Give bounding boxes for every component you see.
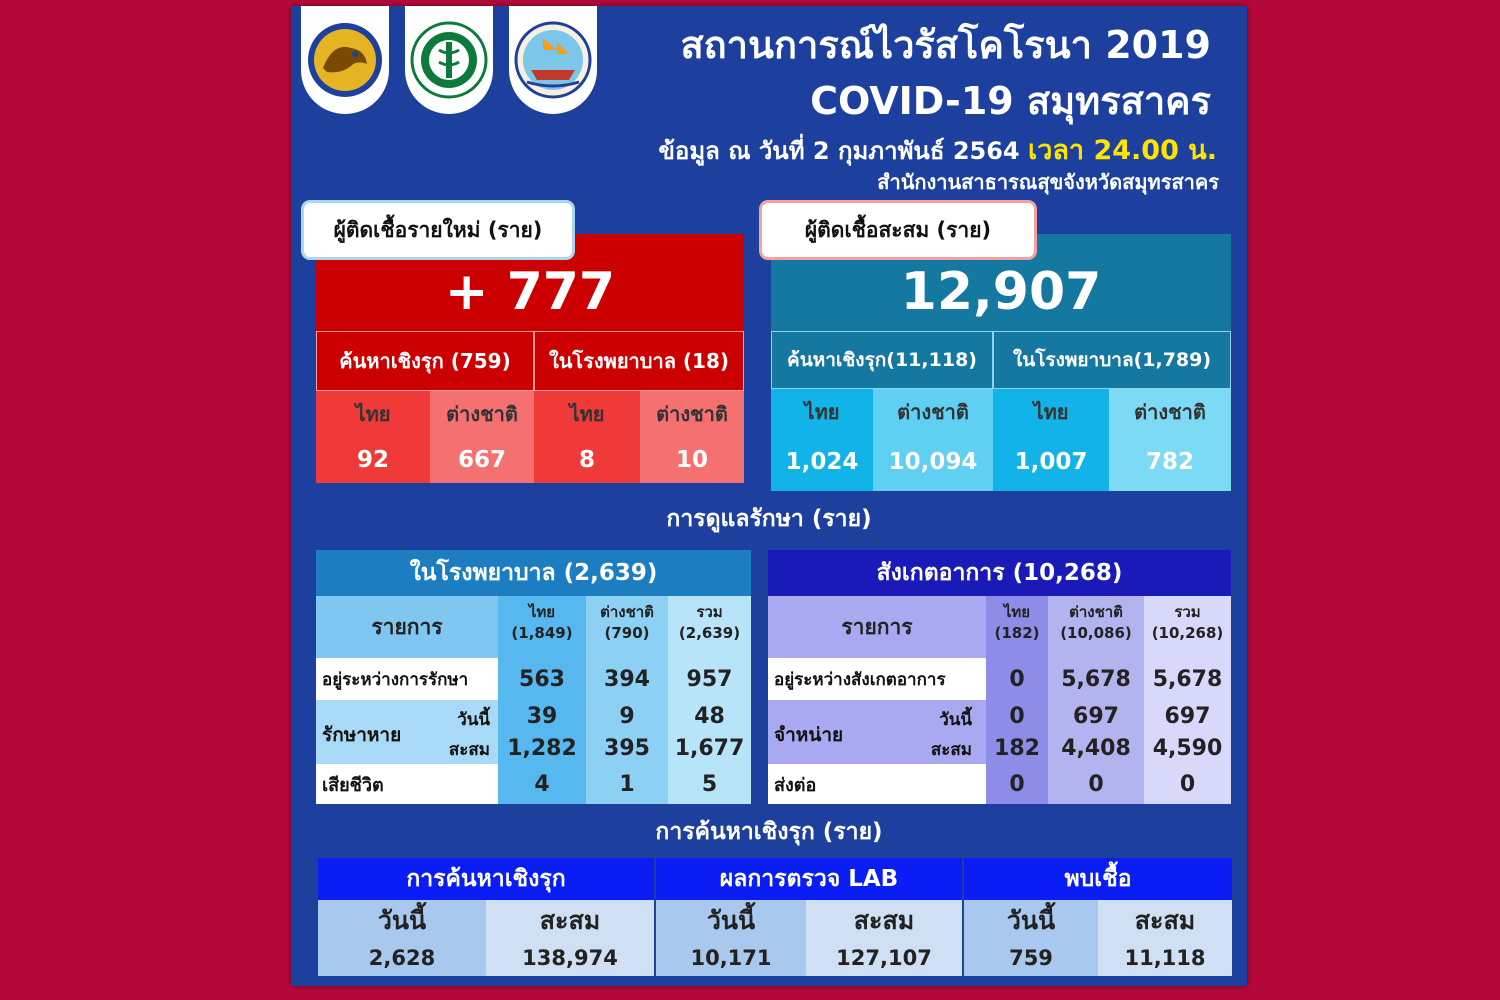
title-line2: COVID-19 สมุทรสาคร [810,79,1211,123]
observe-row3-total: 0 [1179,771,1196,797]
infographic-board [291,6,1247,986]
care-section-title: การดูแลรักษา (ราย) [666,506,872,532]
col-head-count: (182) [994,624,1040,642]
observe-row2-label: จำหน่าย [774,724,844,746]
hospital-row2-cum-foreign: 395 [604,735,650,761]
cum-value: 138,974 [522,946,618,970]
observe-row2-cum-total: 4,590 [1152,735,1223,761]
cum-value: 11,118 [1124,946,1206,970]
hospital-table [316,596,751,804]
hospital-row2-cum-thai: 1,282 [507,735,577,761]
hospital-head-thai [498,600,586,642]
hospital-head-total [668,600,751,642]
active-lab-today [656,900,806,976]
hospital-row3-thai: 4 [534,771,550,797]
hospital-head-foreign [586,600,668,642]
cum-col-thai-2 [993,389,1109,491]
hospital-item-header: รายการ [316,596,498,658]
observe-table [768,596,1231,804]
hospital-row1-foreign: 394 [604,666,650,692]
new-col-label: ไทย [355,402,391,426]
observe-row2-today-total: 697 [1164,703,1211,729]
col-head-name: รวม [696,603,723,621]
active-section-title: การค้นหาเชิงรุก (ราย) [655,819,883,845]
cumulative-tab: ผู้ติดเชื้อสะสม (ราย) [759,200,1037,260]
hospital-row2-label: รักษาหาย [322,724,402,746]
new-col-label: ต่างชาติ [656,402,728,426]
col-head-count: (10,086) [1060,624,1132,642]
observe-row1-thai: 0 [1009,666,1025,692]
active-search-cum [486,900,654,976]
time-text: เวลา 24.00 น. [1027,135,1217,166]
cum-hospital-group: ในโรงพยาบาล(1,789) [993,331,1231,389]
title-line1: สถานการณ์ไวรัสโคโรนา 2019 [680,23,1211,67]
observe-row2-today-thai: 0 [1009,703,1025,729]
provincial-seal-logo [301,6,389,114]
new-col-thai-1 [316,391,430,483]
cum-value: 127,107 [836,946,932,970]
new-active-group: ค้นหาเชิงรุก (759) [316,331,534,391]
new-value: 92 [356,447,389,473]
observe-row1-total: 5,678 [1152,666,1223,692]
active-group-search: การค้นหาเชิงรุก [318,858,654,900]
cum-value: 782 [1145,449,1194,475]
observe-row2-labelcell [768,700,986,764]
hospital-row3-label: เสียชีวิต [316,764,498,804]
today-value: 2,628 [368,946,436,970]
observe-row2-today-foreign: 697 [1073,703,1119,729]
cum-value: 10,094 [888,449,978,475]
hospital-row2-today-foreign: 9 [619,703,635,729]
new-cases-tab: ผู้ติดเชื้อรายใหม่ (ราย) [301,200,575,260]
today-value: 10,171 [690,946,772,970]
active-found-cum [1098,900,1232,976]
ministry-of-public-health-logo [409,20,489,100]
new-col-foreign-2 [640,391,744,483]
cum-col-label: ไทย [1033,400,1069,424]
cumulative-total: 12,907 [771,234,1231,331]
observe-row1-foreign: 5,678 [1061,666,1131,692]
row-sub-cum: สะสม [930,740,972,760]
cum-col-label: ต่างชาติ [1134,400,1206,424]
observe-head-foreign [1048,600,1144,642]
observe-head-thai [986,600,1048,642]
new-col-foreign-1 [430,391,534,483]
provincial-seal-icon [305,20,385,100]
cum-col-label: ต่างชาติ [897,400,969,424]
today-label: วันนี้ [1006,906,1056,935]
hospital-row1-label: อยู่ระหว่างการรักษา [316,658,498,700]
row-sub-today: วันนี้ [939,710,972,730]
cum-label: สะสม [539,906,601,935]
new-cases-total: + 777 [316,234,744,331]
cum-col-label: ไทย [804,400,840,424]
samut-sakhon-logo [509,6,597,114]
active-group-found: พบเชื้อ [964,858,1232,900]
new-value: 667 [457,447,506,473]
moph-logo [405,6,493,114]
observe-row3-thai: 0 [1009,771,1025,797]
cum-label: สะสม [1134,906,1196,935]
hospital-row1-thai: 563 [519,666,565,692]
observe-row2-cum-thai: 182 [994,735,1040,761]
new-value: 8 [578,447,595,473]
col-head-name: รวม [1174,603,1201,621]
col-head-count: (10,268) [1151,624,1224,642]
observe-row1-label: อยู่ระหว่างสังเกตอาการ [768,658,986,700]
observe-head-total [1144,600,1231,642]
new-col-label: ต่างชาติ [446,402,518,426]
observe-row3-label: ส่งต่อ [768,764,986,804]
col-head-count: (2,639) [678,624,741,642]
col-head-name: ไทย [528,603,556,621]
hospital-row1-total: 957 [686,666,733,692]
cum-col-thai-1 [771,389,873,491]
cum-value: 1,007 [1014,449,1088,475]
cum-active-group: ค้นหาเชิงรุก(11,118) [771,331,993,389]
hospital-row2-labelcell [316,700,498,764]
samut-sakhon-junk-ship-logo [513,20,593,100]
cum-col-foreign-2 [1109,389,1231,491]
date-line [659,128,1218,171]
cum-col-foreign-1 [873,389,993,491]
new-hospital-group: ในโรงพยาบาล (18) [534,331,744,391]
row-sub-cum: สะสม [448,740,490,760]
active-found-today [964,900,1098,976]
today-label: วันนี้ [706,906,756,935]
col-head-name: ไทย [1003,603,1031,621]
col-head-name: ต่างชาติ [1069,603,1123,621]
col-head-name: ต่างชาติ [600,603,654,621]
observe-item-header: รายการ [768,596,986,658]
date-text: ข้อมูล ณ วันที่ 2 กุมภาพันธ์ 2564 [658,137,1020,165]
row-sub-today: วันนี้ [457,710,490,730]
hospital-row2-today-thai: 39 [526,703,558,729]
active-search-today [318,900,486,976]
observe-row2-cum-foreign: 4,408 [1061,735,1131,761]
new-col-thai-2 [534,391,640,483]
new-value: 10 [675,447,708,473]
today-value: 759 [1009,946,1053,970]
hospital-row3-total: 5 [701,771,718,797]
hospital-title: ในโรงพยาบาล (2,639) [316,550,751,596]
col-head-count: (790) [604,624,650,642]
new-col-label: ไทย [569,402,605,426]
col-head-count: (1,849) [511,624,573,642]
hospital-row3-foreign: 1 [619,771,635,797]
active-lab-cum [806,900,962,976]
office-name: สำนักงานสาธารณสุขจังหวัดสมุทรสาคร [877,170,1219,194]
cum-value: 1,024 [785,449,859,475]
today-label: วันนี้ [377,906,427,935]
hospital-row2-today-total: 48 [694,703,725,729]
observe-title: สังเกตอาการ (10,268) [768,550,1231,596]
observe-row3-foreign: 0 [1088,771,1104,797]
cum-label: สะสม [853,906,915,935]
hospital-row2-cum-total: 1,677 [674,735,745,761]
active-group-lab: ผลการตรวจ LAB [656,858,962,900]
